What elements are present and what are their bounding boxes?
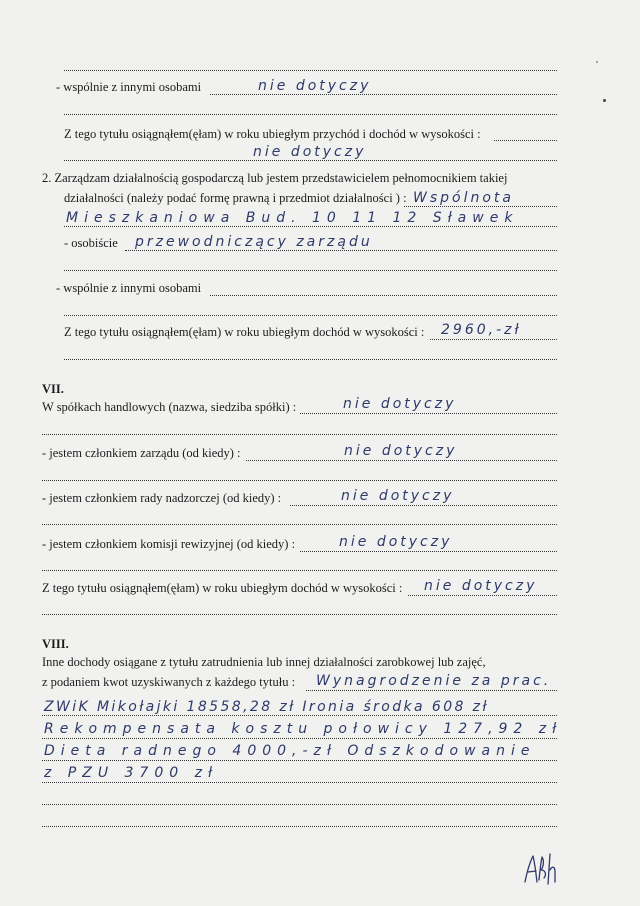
other-income-value-3: Rekompensata kosztu połowicy 127,92 zł: [44, 721, 563, 737]
other-income-value-5: z PZU 3700 zł: [44, 765, 218, 781]
other-income-value-2: ZWiK Mikołajki 18558,28 zł Ironia środka 608 zł: [44, 699, 489, 715]
dotted-line: [42, 738, 557, 739]
dotted-line: [290, 505, 557, 506]
dotted-line: [210, 94, 557, 95]
section-viii-heading: VIII.: [42, 637, 69, 651]
income2-label: Z tego tytułu osiągnąłem(ęłam) w roku ubiegłym dochód w wysokości :: [64, 325, 425, 339]
section-viii-line2: z podaniem kwot uzyskiwanych z każdego tytułu :: [42, 675, 296, 689]
item2-value-part2: Mieszkaniowa Bud. 10 11 12 Sławek: [66, 210, 519, 226]
supervisory-value: nie dotyczy: [341, 488, 455, 504]
income-label: Z tego tytułu osiągnąłem(ęłam) w roku ubiegłym przychód i dochód w wysokości :: [64, 127, 481, 141]
dotted-line: [246, 460, 557, 461]
income3-value: nie dotyczy: [424, 578, 538, 594]
income-value: nie dotyczy: [253, 144, 367, 160]
item2-value-part1: Wspólnota: [413, 190, 514, 206]
dotted-line: [64, 70, 557, 71]
companies-label: W spółkach handlowych (nazwa, siedziba spółki) :: [42, 400, 297, 414]
other-income-value-1: Wynagrodzenie za prac.: [316, 673, 552, 689]
dotted-line: [42, 826, 557, 827]
dotted-line: [64, 270, 557, 271]
supervisory-label: - jestem członkiem rady nadzorczej (od kiedy) :: [42, 491, 282, 505]
dotted-line: [300, 551, 557, 552]
section-vii-heading: VII.: [42, 382, 64, 396]
dotted-line: [42, 570, 557, 571]
dotted-line: [404, 206, 557, 207]
dotted-line: [42, 715, 557, 716]
jointly-others-value: nie dotyczy: [258, 78, 372, 94]
dotted-line: [408, 595, 557, 596]
dotted-line: [64, 359, 557, 360]
scan-speck: [596, 61, 598, 63]
other-income-value-4: Dieta radnego 4000,-zł Odszkodowanie: [44, 743, 536, 759]
dotted-line: [430, 339, 557, 340]
signature-initials: [522, 848, 558, 888]
board-value: nie dotyczy: [344, 443, 458, 459]
dotted-line: [306, 690, 557, 691]
dotted-line: [42, 804, 557, 805]
jointly2-label: - wspólnie z innymi osobami: [56, 281, 202, 295]
dotted-line: [42, 614, 557, 615]
item2-line2: działalności (należy podać formę prawną i przedmiot działalności ) :: [64, 191, 407, 205]
dotted-line: [210, 295, 557, 296]
dotted-line: [42, 524, 557, 525]
income3-label: Z tego tytułu osiągnąłem(ęłam) w roku ubiegłym dochód w wysokości :: [42, 581, 403, 595]
dotted-line: [42, 782, 557, 783]
audit-value: nie dotyczy: [339, 534, 453, 550]
dotted-line: [64, 114, 557, 115]
board-label: - jestem członkiem zarządu (od kiedy) :: [42, 446, 241, 460]
income2-value: 2960,-zł: [441, 322, 522, 338]
dotted-line: [42, 480, 557, 481]
dotted-line: [64, 315, 557, 316]
jointly-others-label: - wspólnie z innymi osobami: [56, 80, 202, 94]
dotted-line: [64, 160, 557, 161]
dotted-line: [125, 250, 557, 251]
scan-speck: [603, 99, 606, 102]
audit-label: - jestem członkiem komisji rewizyjnej (od kiedy) :: [42, 537, 296, 551]
dotted-line: [42, 760, 557, 761]
dotted-line: [494, 140, 557, 141]
personally-value: przewodniczący zarządu: [135, 234, 373, 250]
personally-label: - osobiście: [64, 236, 118, 250]
dotted-line: [42, 434, 557, 435]
dotted-line: [64, 226, 557, 227]
dotted-line: [300, 413, 557, 414]
companies-value: nie dotyczy: [343, 396, 457, 412]
section-viii-line1: Inne dochody osiągane z tytułu zatrudnienia lub innej działalności zarobkowej lub zajęć,: [42, 655, 486, 669]
item2-line1: 2. Zarządzam działalnością gospodarczą lub jestem przedstawicielem pełnomocnikiem takiej: [42, 171, 508, 185]
